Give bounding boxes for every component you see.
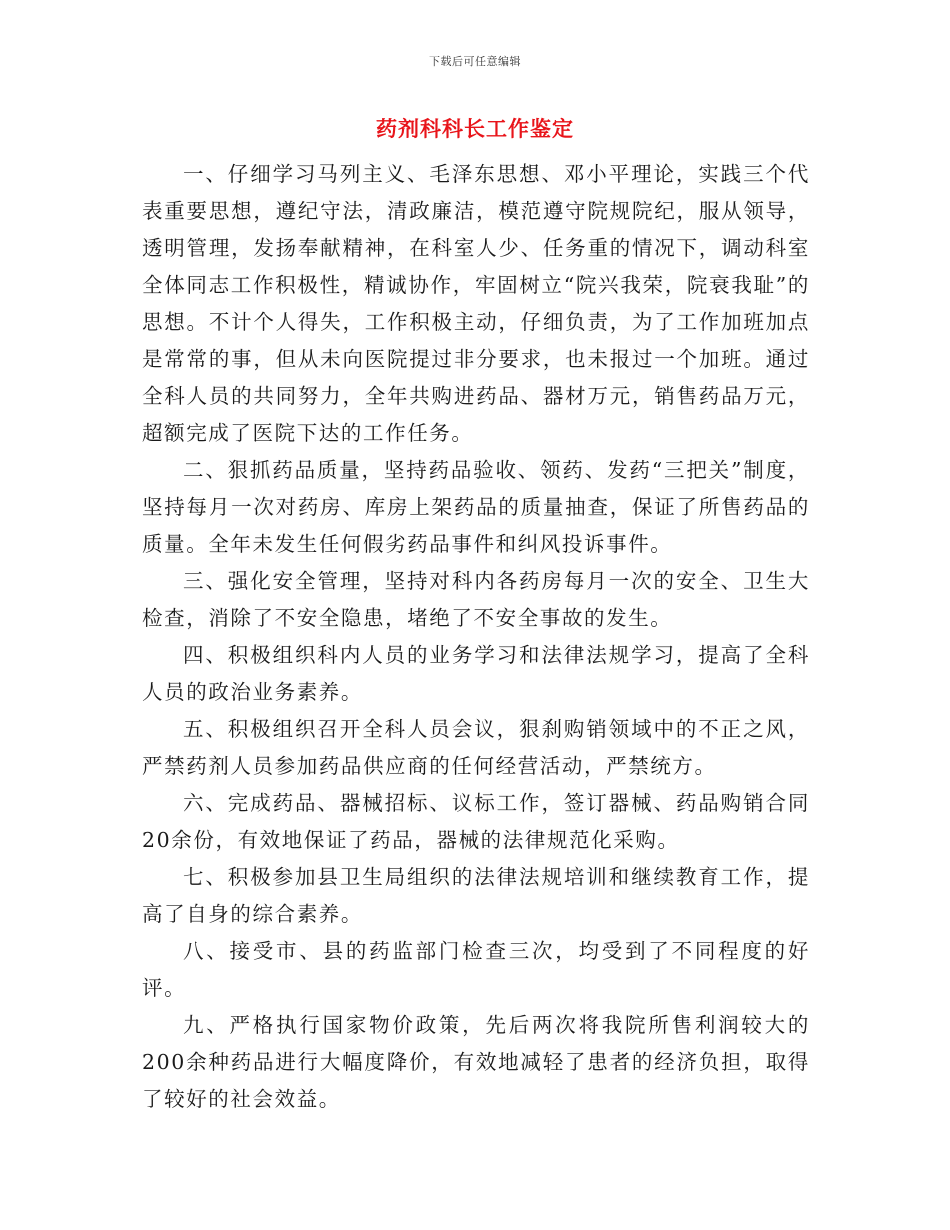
- paragraph-5: 五、积极组织召开全科人员会议，狠刹购销领域中的不正之风，严禁药剂人员参加药品供应商的任何经营活动，严禁统方。: [142, 717, 810, 778]
- document-title: 药剂科科长工作鉴定: [376, 116, 574, 141]
- paragraph-6: 六、完成药品、器械招标、议标工作，签订器械、药品购销合同20余份，有效地保证了药品，器械的法律规范化采购。: [142, 791, 810, 852]
- paragraph-1: 一、仔细学习马列主义、毛泽东思想、邓小平理论，实践三个代表重要思想，遵纪守法，清政廉洁，模范遵守院规院纪，服从领导，透明管理，发扬奉献精神，在科室人少、任务重的情况下，调动科室全体同志工作积极性，精诚协作，牢固树立“院兴我荣，院衰我耻”的思想。不计个人得失，工作积极主动，仔细负责，为了工作加班加点是常常的事，但从未向医院提过非分要求，也未报过一个加班。通过全科人员的共同努力，全年共购进药品、器材万元，销售药品万元，超额完成了医院下达的工作任务。: [142, 162, 810, 445]
- paragraph-8: 八、接受市、县的药监部门检查三次，均受到了不同程度的好评。: [142, 939, 810, 1000]
- paragraph-3: 三、强化安全管理，坚持对科内各药房每月一次的安全、卫生大检查，消除了不安全隐患，堵绝了不安全事故的发生。: [142, 569, 810, 630]
- paragraph-9: 九、严格执行国家物价政策，先后两次将我院所售利润较大的200余种药品进行大幅度降价，有效地减轻了患者的经济负担，取得了较好的社会效益。: [142, 1013, 810, 1111]
- paragraph-2: 二、狠抓药品质量，坚持药品验收、领药、发药“三把关”制度，坚持每月一次对药房、库房上架药品的质量抽查，保证了所售药品的质量。全年未发生任何假劣药品事件和纠风投诉事件。: [142, 458, 810, 556]
- paragraph-4: 四、积极组织科内人员的业务学习和法律法规学习，提高了全科人员的政治业务素养。: [142, 643, 810, 704]
- paragraph-7: 七、积极参加县卫生局组织的法律法规培训和继续教育工作，提高了自身的综合素养。: [142, 865, 810, 926]
- header-note: 下载后可任意编辑: [429, 55, 521, 68]
- document-body: [142, 156, 810, 1118]
